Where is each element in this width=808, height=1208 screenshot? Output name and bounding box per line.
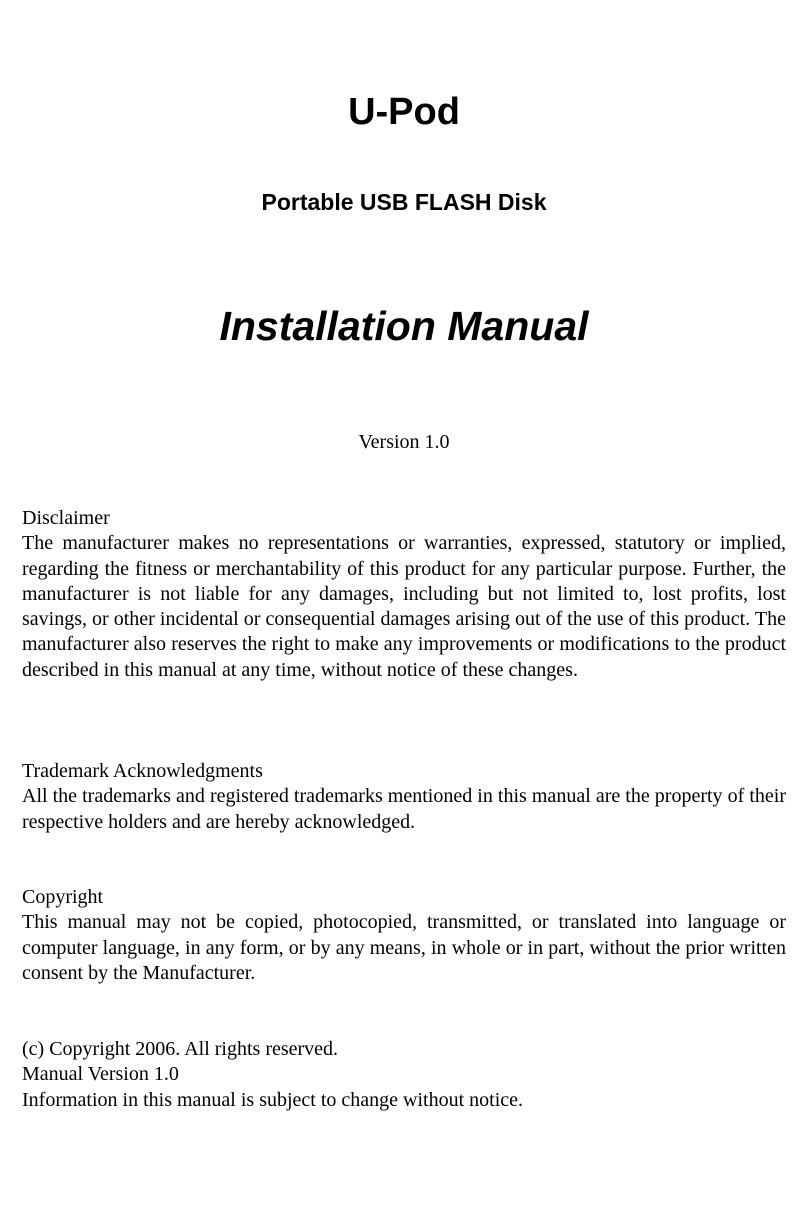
copyright-section xyxy=(22,885,786,986)
manual-heading: Installation Manual xyxy=(219,303,589,349)
product-subtitle: Portable USB FLASH Disk xyxy=(261,189,547,215)
footer-section xyxy=(22,1037,786,1113)
trademark-body: All the trademarks and registered trademarks mentioned in this manual are the property of their respective holders and are hereby acknowledged. xyxy=(22,785,786,833)
trademark-section xyxy=(22,759,786,835)
disclaimer-section xyxy=(22,506,786,683)
manual-version-line: Manual Version 1.0 xyxy=(22,1063,179,1086)
copyright-line: (c) Copyright 2006. All rights reserved. xyxy=(22,1038,339,1060)
change-notice-line: Information in this manual is subject to change without notice. xyxy=(22,1088,524,1111)
disclaimer-heading: Disclaimer xyxy=(22,507,110,529)
product-title: U-Pod xyxy=(348,91,460,133)
disclaimer-body: The manufacturer makes no representations or warranties, expressed, statutory or implied, regarding the fitness or merchantability of this product for any particular purpose. Further, the manufacturer is not liable for any damages, including but not limited to, lost profits, lost savings, or other incidental or consequential damages arising out of the use of this product. The manufacturer also reserves the right to make any improvements or modifications to the product described in this manual at any time, without notice of these changes. xyxy=(22,532,786,681)
version-label: Version 1.0 xyxy=(358,431,450,453)
copyright-body: This manual may not be copied, photocopied, transmitted, or translated into language or computer language, in any form, or by any means, in whole or in part, without the prior written consent by the Manufacturer. xyxy=(22,911,786,984)
copyright-heading: Copyright xyxy=(22,886,104,908)
trademark-heading: Trademark Acknowledgments xyxy=(22,760,263,782)
